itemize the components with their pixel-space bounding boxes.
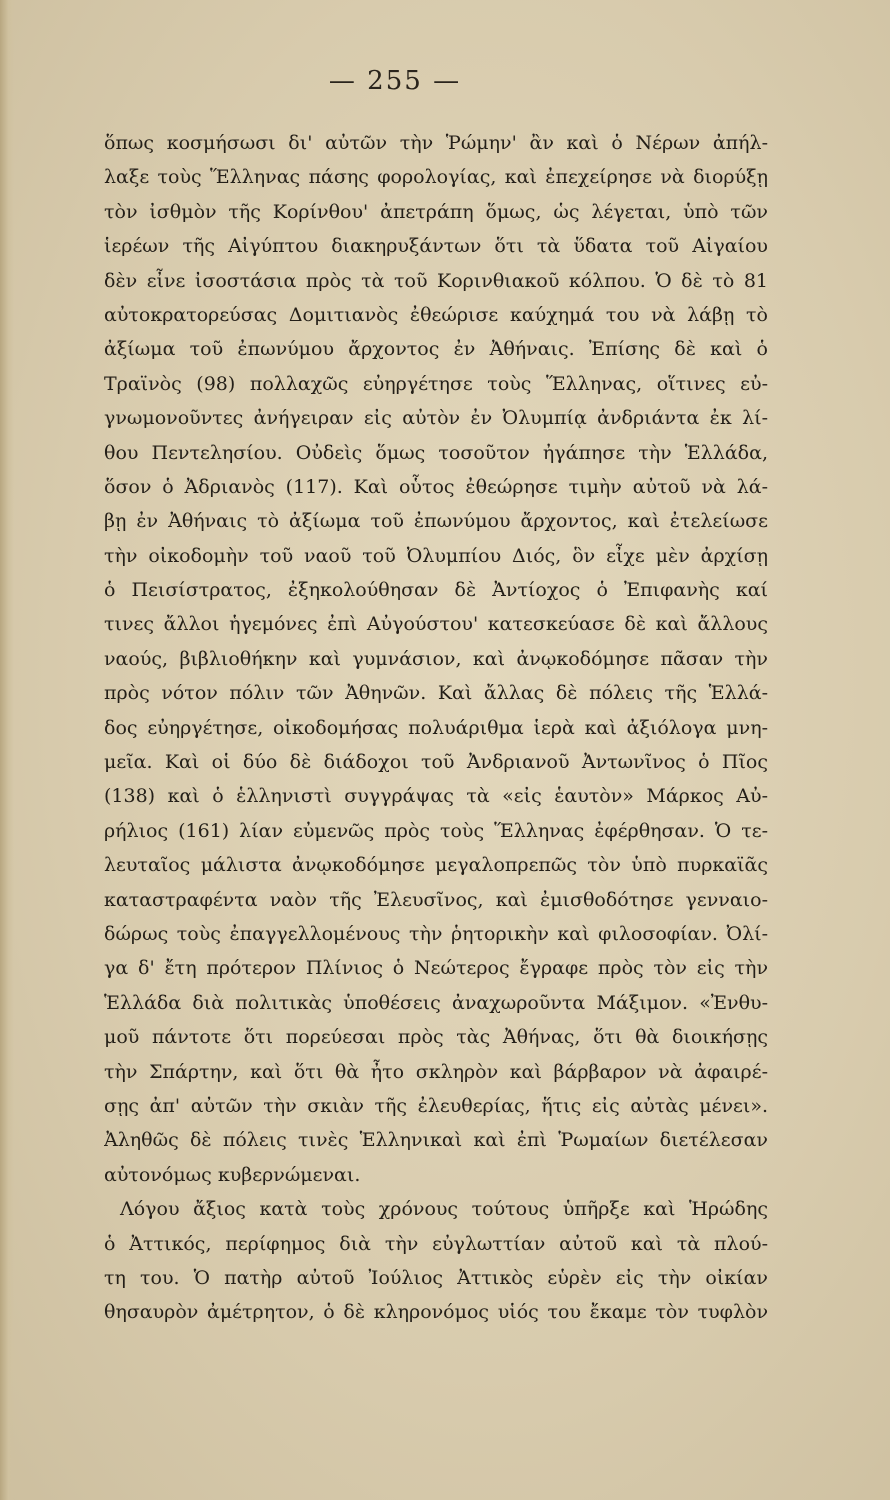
text-line: θησαυρὸν ἀμέτρητον, ὁ δὲ κληρονόμος υἱός του ἔκαμε τὸν τυφλὸν — [104, 1301, 768, 1324]
page-number: — 255 — — [328, 66, 462, 96]
text-line: λευταῖος μάλιστα ἀνῳκοδόμησε μεγαλοπρεπῶς τὸν ὑπὸ πυρκαϊᾶς — [104, 854, 768, 877]
text-line: βῃ ἐν Ἀθήναις τὸ ἀξίωμα τοῦ ἐπωνύμου ἄρχοντος, καὶ ἐτελείωσε — [104, 510, 768, 533]
text-line: τινες ἄλλοι ἡγεμόνες ἐπὶ Αὐγούστου' κατεσκεύασε δὲ καὶ ἄλλους — [104, 613, 768, 636]
text-line: πρὸς νότον πόλιν τῶν Ἀθηνῶν. Καὶ ἄλλας δὲ πόλεις τῆς Ἑλλά- — [104, 682, 768, 705]
text-line: ὅπως κοσμήσωσι δι' αὐτῶν τὴν Ῥώμην' ἂν καὶ ὁ Νέρων ἀπήλ- — [104, 132, 768, 154]
text-line: ἀξίωμα τοῦ ἐπωνύμου ἄρχοντος ἐν Ἀθήναις. Ἐπίσης δὲ καὶ ὁ — [104, 338, 768, 361]
text-line: τὸν ἰσθμὸν τῆς Κορίνθου' ἀπετράπη ὅμως, ὡς λέγεται, ὑπὸ τῶν — [104, 200, 768, 223]
text-line: καταστραφέντα ναὸν τῆς Ἐλευσῖνος, καὶ ἐμισθοδότησε γενναιο- — [104, 888, 768, 911]
text-line: ὁ Πεισίστρατος, ἐξηκολούθησαν δὲ Ἀντίοχος ὁ Ἐπιφανὴς καί — [104, 579, 768, 602]
text-line: σῃς ἀπ' αὐτῶν τὴν σκιὰν τῆς ἐλευθερίας, ἥτις εἰς αὐτὰς μένει». — [104, 1094, 768, 1117]
text-line: ρήλιος (161) λίαν εὐμενῶς πρὸς τοὺς Ἕλληνας ἐφέρθησαν. Ὁ τε- — [104, 819, 768, 842]
text-line: μεῖα. Καὶ οἱ δύο δὲ διάδοχοι τοῦ Ἀνδριανοῦ Ἀντωνῖνος ὁ Πῖος — [104, 751, 768, 774]
text-line: ὅσον ὁ Ἀδριανὸς (117). Καὶ οὗτος ἐθεώρησε τιμὴν αὐτοῦ νὰ λά- — [104, 475, 768, 498]
text-line: τὴν οἰκοδομὴν τοῦ ναοῦ τοῦ Ὀλυμπίου Διός, ὃν εἶχε μὲν ἀρχίσῃ — [104, 544, 768, 567]
text-line: δὲν εἶνε ἰσοστάσια πρὸς τὰ τοῦ Κορινθιακοῦ κόλπου. Ὁ δὲ τὸ 81 — [104, 269, 768, 292]
text-line: θου Πεντελησίου. Οὐδεὶς ὅμως τοσοῦτον ἠγάπησε τὴν Ἑλλάδα, — [104, 441, 768, 464]
text-line: λαξε τοὺς Ἕλληνας πάσης φορολογίας, καὶ ἐπεχείρησε νὰ διορύξῃ — [104, 166, 768, 189]
text-line: γνωμονοῦντες ἀνήγειραν εἰς αὐτὸν ἐν Ὀλυμπίᾳ ἀνδριάντα ἐκ λί- — [104, 407, 768, 430]
body-text — [104, 126, 768, 1330]
page-spine-shadow — [0, 0, 14, 1500]
text-line: δώρως τοὺς ἐπαγγελλομένους τὴν ῥητορικὴν καὶ φιλοσοφίαν. Ὀλί- — [104, 922, 768, 945]
text-line: ναούς, βιβλιοθήκην καὶ γυμνάσιον, καὶ ἀνῳκοδόμησε πᾶσαν τὴν — [104, 647, 768, 670]
text-line: αὐτοκρατορεύσας Δομιτιανὸς ἐθεώρισε καύχημά του νὰ λάβῃ τὸ — [104, 303, 768, 326]
text-line: μοῦ πάντοτε ὅτι πορεύεσαι πρὸς τὰς Ἀθήνας, ὅτι θὰ διοικήσῃς — [104, 1026, 768, 1049]
text-line: τὴν Σπάρτην, καὶ ὅτι θὰ ἦτο σκληρὸν καὶ βάρβαρον νὰ ἀφαιρέ- — [104, 1060, 768, 1083]
text-line: ὁ Ἀττικός, περίφημος διὰ τὴν εὐγλωττίαν αὐτοῦ καὶ τὰ πλού- — [104, 1232, 768, 1255]
text-line: τη του. Ὁ πατὴρ αὐτοῦ Ἰούλιος Ἀττικὸς εὑρὲν εἰς τὴν οἰκίαν — [104, 1266, 768, 1289]
text-line: ἱερέων τῆς Αἰγύπτου διακηρυξάντων ὅτι τὰ ὕδατα τοῦ Αἰγαίου — [104, 235, 768, 258]
text-line: γα δ' ἔτη πρότερον Πλίνιος ὁ Νεώτερος ἔγραφε πρὸς τὸν εἰς τὴν — [104, 957, 768, 980]
text-line: Ἑλλάδα διὰ πολιτικὰς ὑποθέσεις ἀναχωροῦντα Μάξιμον. «Ἐνθυ- — [104, 991, 768, 1014]
text-line-paragraph-end: αὐτονόμως κυβερνώμεναι. — [104, 1163, 361, 1186]
text-line: Τραϊνὸς (98) πολλαχῶς εὐηργέτησε τοὺς Ἕλληνας, οἵτινες εὐ- — [104, 372, 768, 395]
text-line: δος εὐηργέτησε, οἰκοδομήσας πολυάριθμα ἱερὰ καὶ ἀξιόλογα μνη- — [104, 716, 768, 739]
text-line-paragraph-start: Λόγου ἄξιος κατὰ τοὺς χρόνους τούτους ὑπῆρξε καὶ Ἡρώδης — [120, 1198, 768, 1221]
text-line: Ἀληθῶς δὲ πόλεις τινὲς Ἑλληνικαὶ καὶ ἐπὶ Ῥωμαίων διετέλεσαν — [104, 1129, 768, 1152]
text-line: (138) καὶ ὁ ἑλληνιστὶ συγγράψας τὰ «εἰς ἑαυτὸν» Μάρκος Αὐ- — [104, 785, 768, 808]
